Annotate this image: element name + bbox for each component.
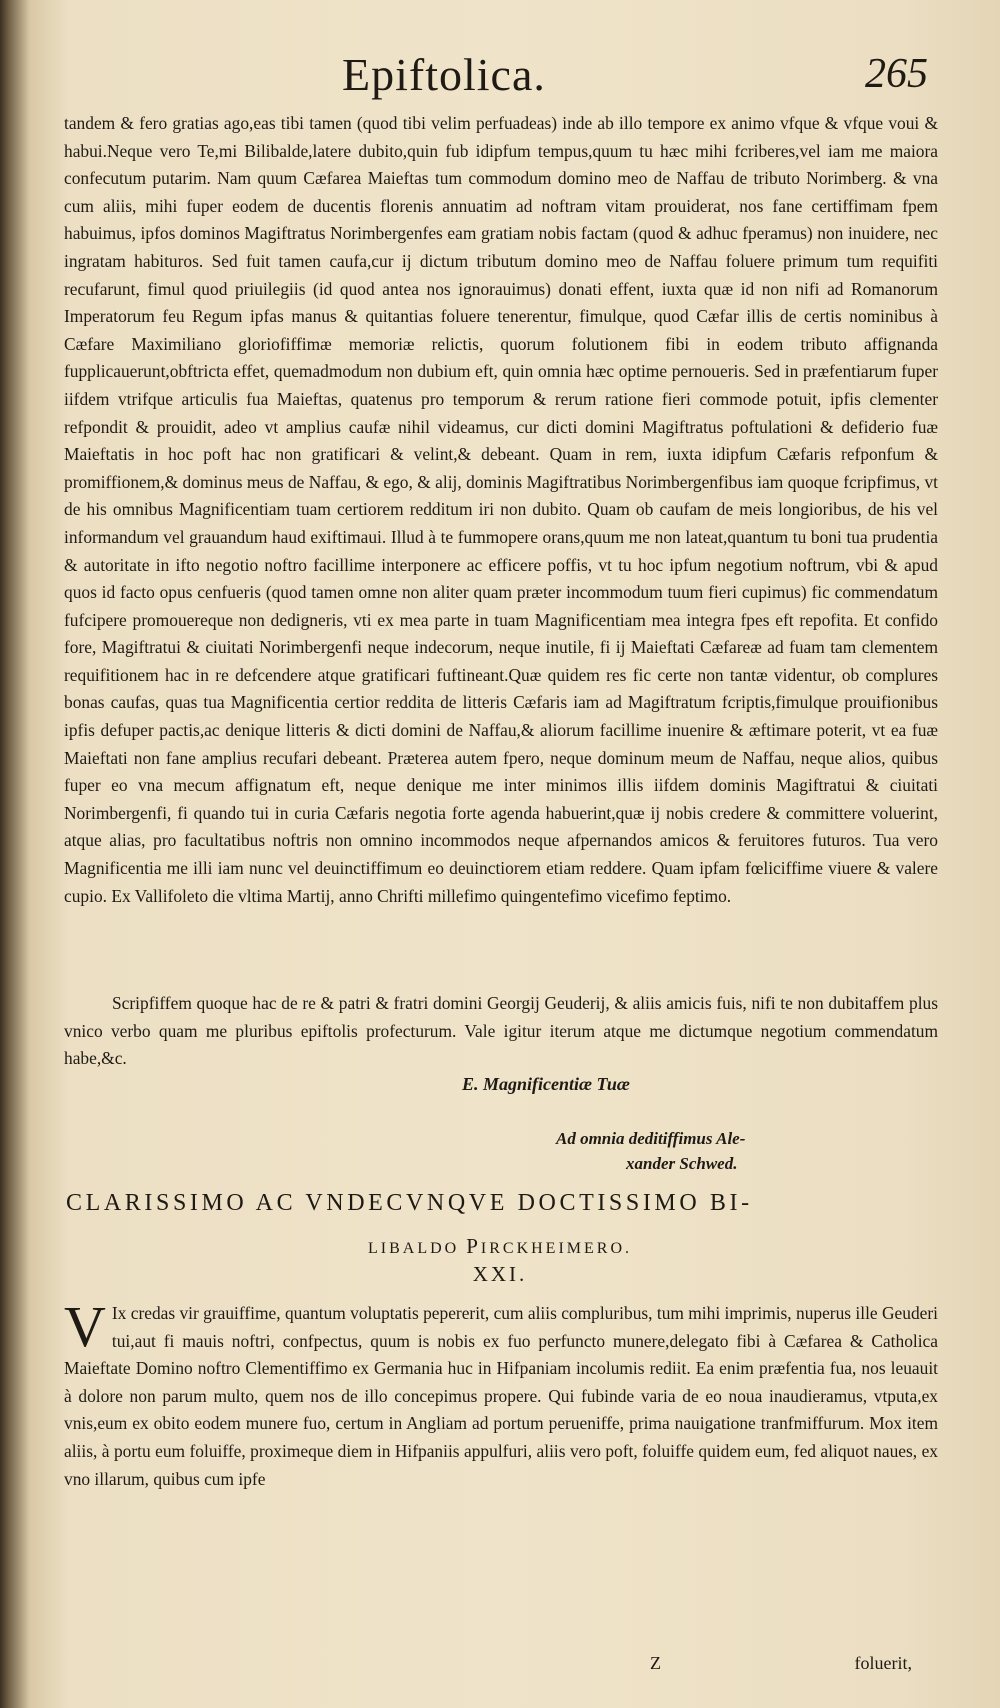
- letter-heading-line-2: [0, 1234, 1000, 1259]
- next-letter-text: [64, 1294, 938, 1493]
- heading-line-2-end: IRCKHEIMERO.: [480, 1240, 632, 1257]
- signature-line-2: xander Schwed.: [626, 1154, 738, 1173]
- catchword: foluerit,: [854, 1653, 912, 1673]
- heading-line-2-capital: P: [466, 1234, 481, 1258]
- signature-line-1: Ad omnia deditiffimus Ale-: [556, 1129, 746, 1148]
- closing-formula: E. Magnificentiæ Tuæ: [462, 1074, 630, 1094]
- letter-body-paragraph: tandem & fero gratias ago,eas tibi tamen (quod tibi velim perfuadeas) inde ab illo tempore ex animo vfque & vfque voui & habui.Neque vero Te,mi Bilibalde,latere dubito,quin fub idipfum tempus,quum tu hæc mihi fcriberes,vel iam me maiora confecutum putarim. Nam quum Cæfarea Maieftas tum commodum domino meo de Naffau de tributo Norimberg. & vna cum aliis, mihi fuper eodem de ducentis florenis annuatim ad noftram vitam prouiderat, nos fane certiffimam fpem habuimus, ipfos dominos Magiftratus Norimbergenfes eam gratiam nobis factam (quod & adhuc fperamus) non inuidere, nec ingratam habituros. Sed fuit tamen caufa,cur ij dictum tributum domino meo de Naffau foluere primum tum requifiti recufarunt, fimul quod priuilegiis (id quod antea nos ignorauimus) donati effent, iuxta quæ id non nifi ad Romanorum Imperatorum feu Regum ipfas manus & quitantias foluere tenerentur, fimulque, quod Cæfar illis de certis nominibus à Cæfare Maximiliano gloriofiffimæ memoriæ relictis, quorum folutionem fibi in eodem tributo affignanda fupplicauerunt,obftricta effet, quemadmodum non dubium eft, quin omnia hæc optime pernoueris. Sed in præfentiarum fuper iifdem vtrifque articulis fua Maieftas, quatenus pro temporum & rerum ratione fieri commode potuit, ipfis clementer refpondit & prouidit, adeo vt amplius caufæ nihil videamus, cur dicti domini Magiftratus poftulationi & defiderio fuæ Maieftatis in hoc poft hac non gratificari & velint,& debeant. Quam in rem, iuxta idipfum Cæfaris refponfum & promiffionem,& dominus meus de Naffau, & ego, & alij, dominis Magiftratibus Norimbergenfibus iam quoque fcripfimus, vt de his omnibus Magnificentiam tuam certiorem redditum iri non dubito. Quam ob caufam de meis longioribus, de his vel informandum vel grauandum haud exiftimaui. Illud à te fummopere orans,quum me non lateat,quantum tu boni tua prudentia & autoritate in ifto negotio noftro facillime interponere ac efficere poffis, vt tu hoc ipfum negotium noftrum, vbi & apud quos id facto opus cenfueris (quod tamen omne non aliter quam præter incommodum tuum fieri cupimus) fic commendatum fufcipere promouereque non dedigneris, vti ex mea parte in tuam Magnificentiam mea integra fpes eft repofita. Et confido fore, Magiftratui & ciuitati Norimbergenfi neque indecorum, neque inutile, fi ij Maieftati Cæfareæ ad fuam tam clementem requifitionem hac in re defcendere atque gratificari fuftineant.Quæ quidem res fic certe non tantæ videntur, ob complures bonas caufas, quas tua Magnificentia certior reddita de litteris Cæfaris iam ad Magiftratum fcriptis,fimulque prouifionibus ipfis defuper pactis,ac denique litteris & dicti domini de Naffau,& aliorum facillime inuenire & æftimare poterit, vt ea fuæ Maieftati non fane amplius recufari debeant. Præterea autem fpero, neque dominum meum de Naffau, neque alios, quibus fuper eo vna mecum affignatum eft, neque denique me inter minimos illis iifdem dominis Magiftratui & ciuitati Norimbergenfi, fi quando tui in curia Cæfaris negotia forte agenda habuerint,quæ ij nobis credere & committere voluerint, atque alias, pro facultatibus noftris non omnino incommodos neque afpernandos amicos & feruitores futuros. Tua vero Magnificentia me illi iam nunc vel deuinctiffimum eo deuinctiorem etiam reddere. Quam ipfam fœliciffime viuere & valere cupio. Ex Vallifoleto die vltima Martij, anno Chrifti millefimo quingentefimo vicefimo feptimo.: [64, 113, 938, 906]
- postscript-paragraph: Scripfiffem quoque hac de re & patri & fratri domini Georgij Geuderij, & aliis amicis fuis, nifi te non dubitaffem plus vnico verbo quam me pluribus epiftolis profecturum. Vale igitur iterum atque me dictumque negotium commendatum habe,&c.: [64, 993, 938, 1069]
- next-letter-paragraph: [64, 1294, 938, 1493]
- letter-number: XXI.: [472, 1262, 528, 1286]
- signature-block: [556, 1126, 816, 1176]
- signature-mark: Z: [650, 1653, 661, 1673]
- letter-body: [64, 110, 938, 910]
- heading-line-2-start: LIBALDO: [367, 1240, 467, 1257]
- running-title: Epiftolica.: [342, 49, 546, 100]
- letter-heading-line-1: CLARISSIMO AC VNDECVNQVE DOCTISSIMO BI-: [66, 1190, 753, 1216]
- postscript: [64, 990, 938, 1073]
- drop-capital: V: [64, 1294, 106, 1359]
- page-header: [0, 48, 1000, 108]
- page-number: 265: [865, 51, 928, 97]
- next-letter-body: Ix credas vir grauiffime, quantum voluptatis pepererit, cum aliis compluribus, tum mihi imprimis, nuperus ille Geuderi tui,aut fi mauis noftri, confpectus, quum is nobis ex fuo perfuncto munere,delegato fibi à Cæfarea & Catholica Maieftate Domino noftro Clementiffimo ex Germania huc in Hifpaniam incolumis rediit. Ea enim præfentia fua, nos leuauit à dolore non parum multo, quem nos de illo concepimus propere. Qui fubinde varia de eo noua inaudieramus, vtputa,ex vnis,eum ex obito eodem munere fuo, certum in Angliam ad portum perueniffe, prima nauigatione tranfmiffurum. Mox item aliis, à portu eum foluiffe, proximeque diem in Hifpaniis appulfuri, aliis vero poft, foluiffe quidem eum, fed aliquot naues, ex vno illarum, quibus cum ipfe: [64, 1303, 938, 1489]
